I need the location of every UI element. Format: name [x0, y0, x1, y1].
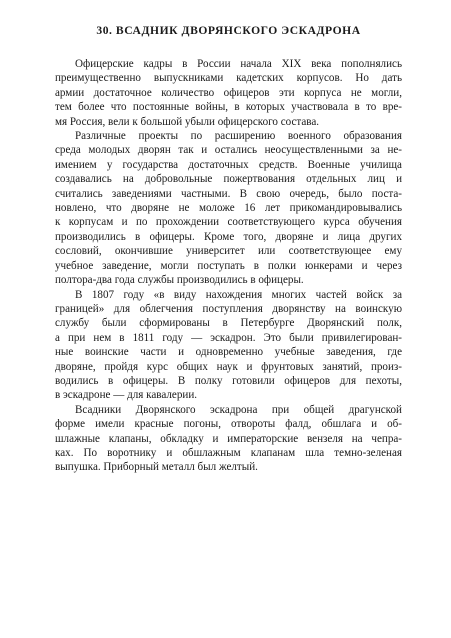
text-line: ные воинские части и одновременно учебные заведения, где	[55, 346, 402, 359]
text-line: Различные проекты по расширению военного образования	[75, 130, 402, 143]
text-line: имением у государства достаточных средств. Военные училища	[55, 158, 402, 171]
text-line: границей» для облегчения поступления дворянству на воинскую	[55, 302, 402, 315]
text-line: мя Россия, вели к большой убыли офицерского состава.	[55, 115, 320, 128]
paragraph-1	[55, 57, 402, 129]
text-line: ках. По воротнику и обшлажным клапанам шла темно-зеленая	[55, 446, 402, 459]
text-line: водились в офицеры. В полку готовили офицеров для пехоты,	[55, 374, 402, 387]
text-line: армии достаточное количество офицеров эти корпуса не могли,	[55, 86, 402, 99]
text-line: Офицерские кадры в России начала XIX века пополнялись	[75, 58, 402, 70]
text-line: производились в офицеры. Кроме того, дворяне и лица других	[55, 230, 402, 243]
text-line: сословий, окончившие университет или соответствующее ему	[55, 245, 402, 258]
text-line: к корпусам и по прохождении соответствующего курса обучения	[55, 216, 402, 229]
text-line: тем более что постоянные войны, в которых участвовала в то вре-	[55, 101, 402, 114]
text-line: шлажные клапаны, обкладку и императорские вензеля на чепра-	[55, 432, 402, 445]
text-line: дворяне, пройдя курс общих наук и фрунтовых занятий, произ-	[55, 360, 402, 373]
text-line: В 1807 году «в виду нахождения многих частей войск за	[75, 288, 402, 301]
text-line: учебное заведение, могли поступать в полки юнкерами и через	[55, 259, 402, 272]
paragraph-4	[55, 403, 402, 475]
text-line: преимущественно выпускниками кадетских корпусов. Но дать	[55, 72, 402, 85]
paragraph-3	[55, 288, 402, 403]
document-page	[55, 24, 402, 475]
section-heading: 30. ВСАДНИК ДВОРЯНСКОГО ЭСКАДРОНА	[96, 24, 361, 37]
paragraph-2	[55, 129, 402, 287]
text-line: Всадники Дворянского эскадрона при общей драгунской	[75, 403, 402, 416]
text-line: а при нем в 1811 году — эскадрон. Это были привилегирован-	[55, 331, 402, 344]
text-line: форме имели красные погоны, отвороты фалд, обшлага и об-	[55, 418, 402, 431]
text-line: выпушка. Приборный металл был желтый.	[55, 461, 258, 474]
text-line: службу были сформированы в Петербурге Дворянский полк,	[55, 317, 402, 330]
text-line: считались заведениями частными. В свою очередь, было поста-	[55, 187, 402, 200]
text-line: новлено, что дворяне не моложе 16 лет прикомандировывались	[55, 202, 402, 215]
text-line: среда молодых дворян так и остались неосуществленными за не-	[55, 144, 402, 157]
text-line: создавались на добровольные пожертвования отдельных лиц и	[55, 173, 402, 186]
text-line: в эскадроне — для кавалерии.	[55, 389, 198, 402]
text-line: полтора-два года службы производились в офицеры.	[55, 274, 304, 287]
